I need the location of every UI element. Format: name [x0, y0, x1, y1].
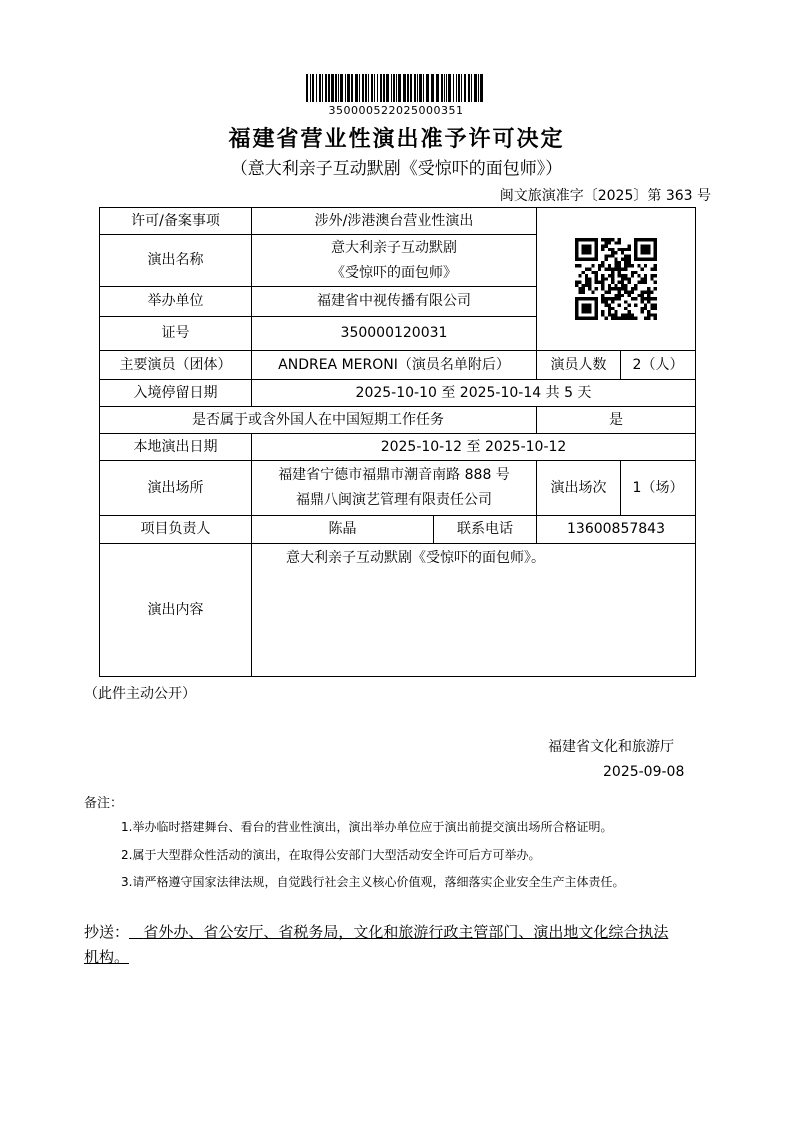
table-row	[100, 351, 696, 380]
show-name-value	[252, 235, 537, 287]
barcode	[306, 74, 486, 102]
short-term-label: 是否属于或含外国人在中国短期工作任务	[100, 407, 537, 434]
table-row	[100, 208, 696, 235]
license-table	[99, 207, 696, 677]
table-row	[100, 461, 696, 516]
note-item: 1.举办临时搭建舞台、看台的营业性演出，演出举办单位应于演出前提交演出场所合格证明。	[121, 820, 613, 834]
table-row	[100, 544, 696, 677]
content-text: 意大利亲子互动默剧《受惊吓的面包师》。	[286, 550, 545, 566]
license-type-label: 许可/备案事项	[100, 208, 252, 235]
table-row	[100, 380, 696, 407]
document-title: 福建省营业性演出准予许可决定	[228, 127, 565, 152]
venue-line: 福建省宁德市福鼎市潮音南路 888 号	[278, 467, 510, 483]
sessions-label: 演出场次	[537, 461, 621, 516]
organizer-value: 福建省中视传播有限公司	[252, 287, 537, 317]
cc-text: 机构。	[84, 948, 130, 966]
show-name-label: 演出名称	[100, 235, 252, 287]
show-name-line: 意大利亲子互动默剧	[331, 239, 457, 256]
document-subtitle: （意大利亲子互动默剧《受惊吓的面包师》）	[230, 159, 563, 179]
qr-code	[575, 238, 657, 320]
issuer: 福建省文化和旅游厅	[548, 739, 674, 755]
cert-no-value: 350000120031	[252, 317, 537, 351]
cc-label: 抄送：	[84, 923, 130, 941]
cc-text: 省外办、省公安厅、省税务局，文化和旅游行政主管部门、演出地文化综合执法	[143, 923, 669, 941]
content-value	[252, 544, 696, 677]
document-number: 闽文旅演准字〔2025〕第 363 号	[499, 188, 711, 204]
local-date-value: 2025-10-12 至 2025-10-12	[252, 434, 696, 461]
short-term-value: 是	[537, 407, 696, 434]
content-label: 演出内容	[100, 544, 252, 677]
venue-line: 福鼎八闽演艺管理有限责任公司	[296, 492, 492, 508]
notes-label: 备注：	[84, 796, 124, 811]
manager-value: 陈晶	[252, 516, 434, 544]
note-item: 3.请严格遵守国家法律法规，自觉践行社会主义核心价值观，落细落实企业安全生产主体责任。	[121, 875, 625, 889]
manager-label: 项目负责人	[100, 516, 252, 544]
qr-cell	[537, 208, 696, 351]
performer-label: 主要演员（团体）	[100, 351, 252, 380]
local-date-label: 本地演出日期	[100, 434, 252, 461]
organizer-label: 举办单位	[100, 287, 252, 317]
table-row	[100, 434, 696, 461]
stay-label: 入境停留日期	[100, 380, 252, 407]
phone-label: 联系电话	[434, 516, 537, 544]
phone-value: 13600857843	[537, 516, 696, 544]
venue-value	[252, 461, 537, 516]
public-note: （此件主动公开）	[84, 686, 196, 702]
performer-value: ANDREA MERONI（演员名单附后）	[252, 351, 537, 380]
license-type-value: 涉外/涉港澳台营业性演出	[252, 208, 537, 235]
issue-date: 2025-09-08	[603, 764, 685, 780]
performer-count-value: 2（人）	[621, 351, 696, 380]
stay-value: 2025-10-10 至 2025-10-14 共 5 天	[252, 380, 696, 407]
barcode-number: 350000522025000351	[328, 104, 464, 117]
show-name-line: 《受惊吓的面包师》	[331, 264, 457, 281]
performer-count-label: 演员人数	[537, 351, 621, 380]
venue-label: 演出场所	[100, 461, 252, 516]
note-item: 2.属于大型群众性活动的演出，在取得公安部门大型活动安全许可后方可举办。	[121, 848, 541, 862]
table-row	[100, 407, 696, 434]
cc-section	[84, 920, 714, 970]
table-row	[100, 516, 696, 544]
sessions-value: 1（场）	[621, 461, 696, 516]
cert-no-label: 证号	[100, 317, 252, 351]
